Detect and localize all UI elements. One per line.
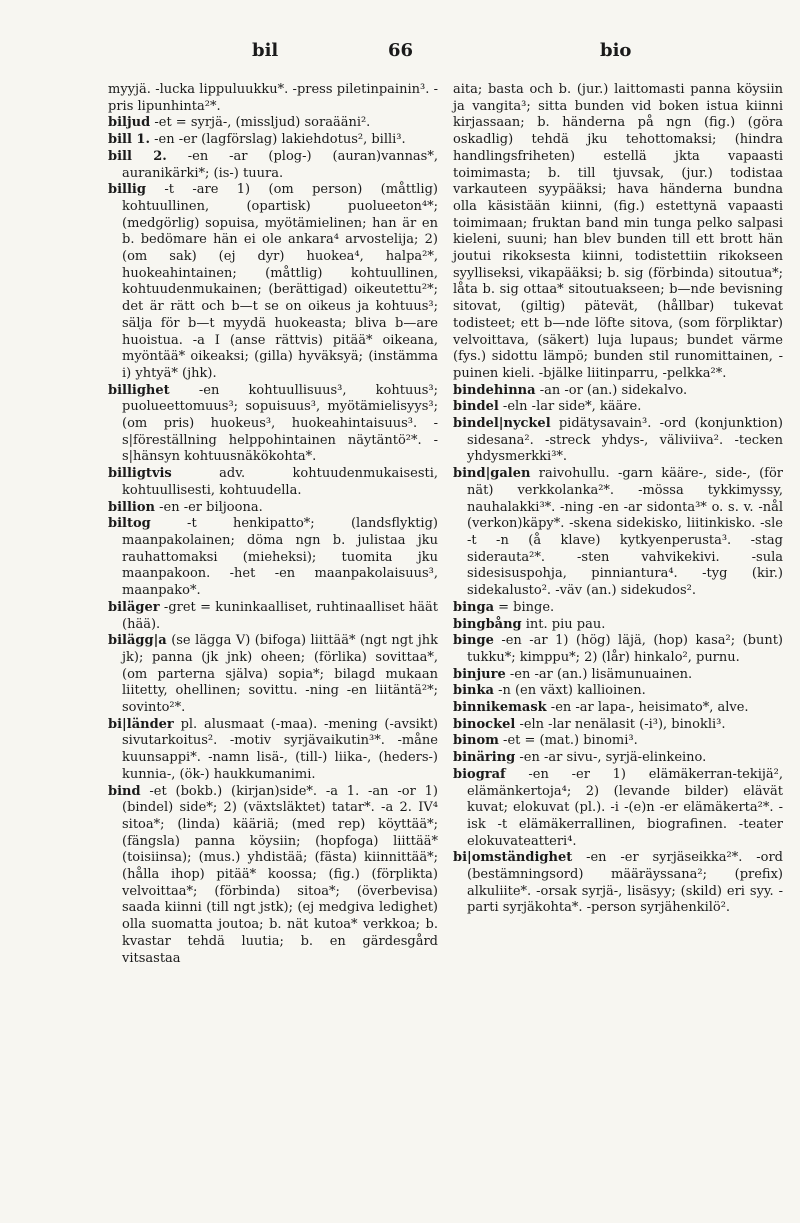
entry-text: adv. kohtuudenmukaisesti, kohtuullisesti, kohtuudella. xyxy=(122,466,438,498)
headword: bindel xyxy=(453,399,499,415)
headword: binäring xyxy=(453,750,516,766)
entry-text: -en -er 1) elämäkerran-tekijä², elämänkertoja⁴; 2) (levande bilder) elävät kuvat; elokuvat (pl.). -i -(e)n -er elämäkerta²*. -isk -t elämäkerrallinen, biografinen. -teater elokuvateatteri⁴. xyxy=(467,766,783,849)
dictionary-entry xyxy=(108,717,438,784)
headword: billion xyxy=(108,499,155,515)
entry-text: -en -er biljoona. xyxy=(159,499,263,515)
dictionary-entry xyxy=(453,733,783,750)
headword: binockel xyxy=(453,716,516,732)
dictionary-entry xyxy=(108,516,438,600)
dictionary-entry xyxy=(453,466,783,600)
dictionary-entry xyxy=(453,416,783,466)
dictionary-entry xyxy=(108,500,438,517)
dictionary-entry xyxy=(453,82,783,383)
entry-text: -en -ar (an.) lisämunuainen. xyxy=(509,666,693,682)
dictionary-entry xyxy=(108,115,438,132)
entry-text: -en -er (lagförslag) lakiehdotus², billi³. xyxy=(154,132,406,148)
entry-text: myyjä. -lucka lippuluukku*. -press piletinpainin³. -pris lipunhinta²*. xyxy=(108,82,438,114)
headword: bindel|nyckel xyxy=(453,416,551,432)
dictionary-entry xyxy=(108,600,438,633)
dictionary-entry xyxy=(453,683,783,700)
entry-text: -en kohtuullisuus³, kohtuus³; puolueettomuus³; sopuisuus³, myötämielisyys³; (om pris) huokeus³, huokeahintaisuus³. -s|föreställning helppohintainen näytäntö²*. -s|hänsyn kohtuusnäkökohta*. xyxy=(122,382,438,465)
dictionary-entry xyxy=(453,767,783,851)
headword: biograf xyxy=(453,766,506,782)
headword: bindehinna xyxy=(453,382,536,398)
entry-text: -en -ar 1) (hög) läjä, (hop) kasa²; (bunt) tukku*; kimppu*; 2) (lår) hinkalo², purnu. xyxy=(467,633,784,665)
headword: bill 1. xyxy=(108,132,151,148)
dictionary-entry xyxy=(108,82,438,115)
dictionary-entry xyxy=(453,633,783,666)
headword: billig xyxy=(108,182,146,198)
headword: bilägg|a xyxy=(108,633,167,649)
entry-text: int. piu pau. xyxy=(525,616,606,632)
dictionary-entry xyxy=(108,149,438,182)
dictionary-entry xyxy=(453,617,783,634)
dictionary-entry xyxy=(108,784,438,968)
entry-text: -et = syrjä-, (missljud) soraääni². xyxy=(154,115,371,131)
headword: billigtvis xyxy=(108,466,172,482)
entry-text: -eln -lar nenälasit (-i³), binokli³. xyxy=(519,716,726,732)
headword: binjure xyxy=(453,666,506,682)
headword: bind xyxy=(108,783,141,799)
dictionary-entry xyxy=(453,600,783,617)
dictionary-entry xyxy=(453,700,783,717)
dictionary-entry xyxy=(108,633,438,717)
entry-text: pl. alusmaat (-maa). -mening (-avsikt) sivutarkoitus². -motiv syrjävaikutin³*. -måne kuunsappi*. -namn lisä-, (till-) liika-, (heders-) kunnia-, (ök-) haukkumanimi. xyxy=(122,716,438,782)
dictionary-entry xyxy=(108,383,438,467)
headword: biläger xyxy=(108,599,160,615)
entry-text: aita; basta och b. (jur.) laittomasti panna köysiin ja vangita³; sitta bunden vid boken istua kiinni kirjassaan; b. händerna på ngn (fig.) (göra oskadlig) tehdä jku tehottomaksi; (hindra handlingsfriheten) estellä jkta vapaasti toimimasta; b. till tjuvsak, (jur.) todistaa varkauteen syypääksi; hava händerna bundna olla käsistään kiinni, (fig.) estettynä vapaasti toimimaan; fruktan band min tunga pelko salpasi kieleni, suuni; han blev bunden till ett brott hän joutui rikoksesta kiinni, todistettiin rikokseen syylliseksi, vikapääksi; b. sig (förbinda) sitoutua*; låta b. sig ottaa* sitoutuakseen; b—nde bevisning sitovat, (giltig) pätevät, (hållbar) tukevat todisteet; ett b—nde löfte sitova, (som förpliktar) velvoittava, (säkert) luja lupaus; bundet värme (fys.) sidottu lämpö; bunden stil runomittainen, -puinen kieli. -bjälke liitinparru, -pelkka²*. xyxy=(453,82,783,381)
entry-text: -t -are 1) (om person) (måttlig) kohtuullinen, (opartisk) puolueeton⁴*; (medgörlig) sopuisa, myötämielinen; han är en b. bedömare hän ei ole ankara⁴ arvostelija; 2) (om sak) (ej dyr) huokea⁴, halpa²*, huokeahintainen; (måttlig) kohtuullinen, kohtuudenmukainen; (berättigad) oikeutettu²*; det är rätt och b—t se on oikeus ja kohtuus³; sälja för b—t myydä huokeasta; bliva b—are huoistua. -a I (anse rättvis) pitää* oikeana, myöntää* oikeaksi; (gilla) hyväksyä; (instämma i) yhtyä* (jhk). xyxy=(122,182,438,381)
left-column xyxy=(108,82,438,967)
entry-text: -et (bokb.) (kirjan)side*. -a 1. -an -or 1) (bindel) side*; 2) (växtsläktet) tatar*. -a 2. IV⁴ sitoa*; (linda) kääriä; (med rep) köyttää*; (fängsla) panna köysiin; (hopfoga) liittää* (toisiinsa); (mus.) yhdistää; (fästa) kiinnittää*; (hålla ihop) pitää* koossa; (fig.) (förplikta) velvoittaa*; (förbinda) sitoa*; (överbevisa) saada kiinni (till ngt jstk); (ej medgiva ledighet) olla suomatta joutoa; b. nät kutoa* verkkoa; b. kvastar tehdä luutia; b. en gärdesgård vitsastaa xyxy=(122,783,438,966)
entry-text: -n (en växt) kallioinen. xyxy=(498,683,646,699)
dictionary-entry xyxy=(453,850,783,917)
headword: bingbång xyxy=(453,616,522,632)
dictionary-entry xyxy=(108,466,438,499)
entry-text: -gret = kuninkaalliset, ruhtinaalliset häät (hää). xyxy=(122,599,438,632)
headword: binga xyxy=(453,599,494,615)
headword: binge xyxy=(453,633,494,649)
headword: binnikemask xyxy=(453,700,547,716)
entry-text: -en -ar sivu-, syrjä-elinkeino. xyxy=(519,750,707,766)
entry-text: -et = (mat.) binomi³. xyxy=(503,733,638,749)
entry-text: (se lägga V) (bifoga) liittää* (ngt ngt jhk jk); panna (jk jnk) oheen; (förlika) sovittaa*, (om parterna själva) sopia*; bilagd mukaan liitetty, ohellinen; sovittu. -ning -en liitäntä²*; sovinto²*. xyxy=(122,633,438,716)
entry-text: -en -ar (plog-) (auran)vannas*, auranikärki*; (is-) tuura. xyxy=(122,148,438,181)
entry-text: -t henkipatto*; (landsflyktig) maanpakolainen; döma ngn b. julistaa jku rauhattomaksi (mieheksi); tuomita jku maanpakoon. -het -en maanpakolaisuus³, maanpako*. xyxy=(122,516,438,599)
dictionary-entry xyxy=(453,667,783,684)
entry-text: -en -er syrjäseikka²*. -ord (bestämningsord) määräyssana²; (prefix) alkuliite*. -orsak syrjä-, lisäsyy; (skild) eri syy. -parti syrjäkohta*. -person syrjähenkilö². xyxy=(467,850,783,916)
dictionary-entry xyxy=(453,399,783,416)
dictionary-entry xyxy=(108,132,438,149)
entry-text: raivohullu. -garn kääre-, side-, (för nät) verkkolanka²*. -mössa tykkimyssy, nauhalakki³*. -ning -en -ar sidonta³* o. s. v. -nål (verkon)käpy*. -skena sidekisko, liitinkisko. -sle -t -n (å klave) kytkyenperustа³. -stag siderauta²*. -sten vahvikekivi. -sula sidesisuspohja, pinniantura⁴. -tyg (kir.) sidekalusto². -väv (an.) sidekudos². xyxy=(467,466,784,599)
headword: binka xyxy=(453,683,494,699)
headword: bind|galen xyxy=(453,466,531,482)
guide-word-left: bil xyxy=(252,40,279,61)
entry-text: = binge. xyxy=(498,599,555,615)
dictionary-entry xyxy=(453,717,783,734)
right-column xyxy=(453,82,783,917)
dictionary-entry xyxy=(453,383,783,400)
entry-text: -en -ar lapa-, heisimato*, alve. xyxy=(550,700,749,716)
headword: binom xyxy=(453,733,499,749)
dictionary-entry xyxy=(453,750,783,767)
headword: billighet xyxy=(108,382,170,398)
page-number: 66 xyxy=(388,40,414,61)
headword: bi|länder xyxy=(108,716,174,732)
entry-text: pidätysavain³. -ord (konjunktion) sidesana². -streck yhdys-, väliviiva². -tecken yhdysmerkki³*. xyxy=(467,416,783,465)
entry-text: -eln -lar side*, kääre. xyxy=(502,399,642,415)
guide-word-right: bio xyxy=(600,40,632,61)
page-header xyxy=(0,40,800,70)
headword: biltog xyxy=(108,516,151,532)
headword: bi|omständighet xyxy=(453,850,573,866)
headword: bill 2. xyxy=(108,148,167,164)
headword: biljud xyxy=(108,115,151,131)
dictionary-entry xyxy=(108,182,438,382)
entry-text: -an -or (an.) sidekalvo. xyxy=(539,382,688,398)
